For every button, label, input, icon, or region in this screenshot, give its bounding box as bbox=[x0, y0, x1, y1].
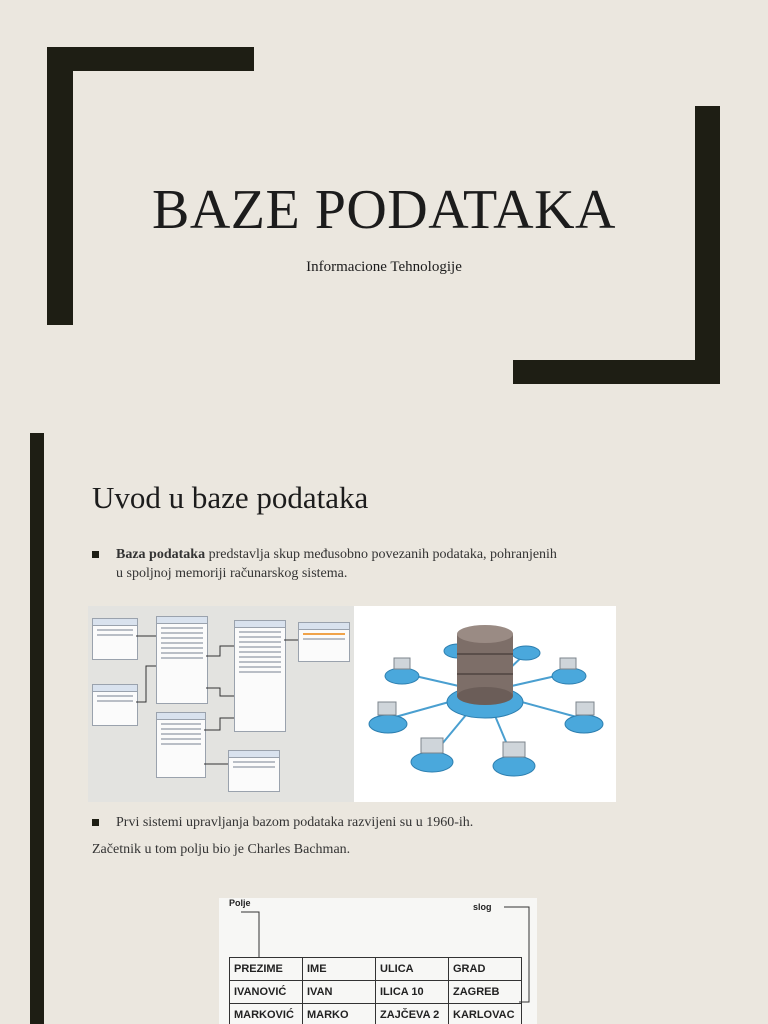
record-field-table-image bbox=[219, 898, 537, 1024]
bold-term: Baza podataka bbox=[116, 547, 206, 562]
field-label: Polje bbox=[229, 898, 251, 908]
history-text: Prvi sistemi upravljanja bazom podataka razvijeni su u 1960-ih. bbox=[116, 815, 474, 830]
record-label: slog bbox=[473, 902, 492, 912]
slide-title: BAZE PODATAKA bbox=[151, 179, 616, 241]
bullet-item-definition bbox=[92, 545, 562, 583]
intro-slide bbox=[0, 410, 768, 1024]
definition-text: predstavlja skup međusobno povezanih podataka, pohranjenih u spoljnoj memoriji računarskog sistema. bbox=[116, 547, 557, 581]
frame-bar-bottom-right-horizontal bbox=[513, 360, 720, 384]
table-cell: ILICA 10 bbox=[376, 981, 449, 1004]
table-cell: GRAD bbox=[449, 958, 522, 981]
left-accent-bar bbox=[30, 433, 44, 1024]
table-cell: ZAGREB bbox=[449, 981, 522, 1004]
bullet-square-icon bbox=[92, 551, 99, 558]
frame-bar-top-left-horizontal bbox=[47, 47, 254, 71]
frame-bar-bottom-right-vertical bbox=[695, 106, 720, 384]
table-cell: IVANOVIĆ bbox=[230, 981, 303, 1004]
table-row bbox=[230, 1004, 522, 1024]
table-cell: ZAJČEVA 2 bbox=[376, 1004, 449, 1024]
table-cell: MARKOVIĆ bbox=[230, 1004, 303, 1024]
section-heading: Uvod u baze podataka bbox=[92, 480, 369, 515]
schema-relationship-lines bbox=[88, 606, 354, 802]
slide-subtitle: Informacione Tehnologije bbox=[306, 259, 462, 275]
title-slide bbox=[0, 0, 768, 410]
database-network-illustration bbox=[354, 606, 616, 802]
table-cell: ULICA bbox=[376, 958, 449, 981]
network-database-image bbox=[354, 606, 616, 802]
table-cell: IME bbox=[303, 958, 376, 981]
bullet-square-icon bbox=[92, 819, 99, 826]
table-cell: KARLOVAC bbox=[449, 1004, 522, 1024]
bullet-item-history bbox=[92, 813, 562, 832]
table-cell: IVAN bbox=[303, 981, 376, 1004]
table-row bbox=[230, 958, 522, 981]
table-row bbox=[230, 981, 522, 1004]
pioneer-line: Začetnik u tom polju bio je Charles Bachman. bbox=[92, 842, 351, 857]
table-cell: PREZIME bbox=[230, 958, 303, 981]
database-schema-image bbox=[88, 606, 354, 802]
data-table bbox=[229, 957, 522, 1024]
table-cell: MARKO bbox=[303, 1004, 376, 1024]
